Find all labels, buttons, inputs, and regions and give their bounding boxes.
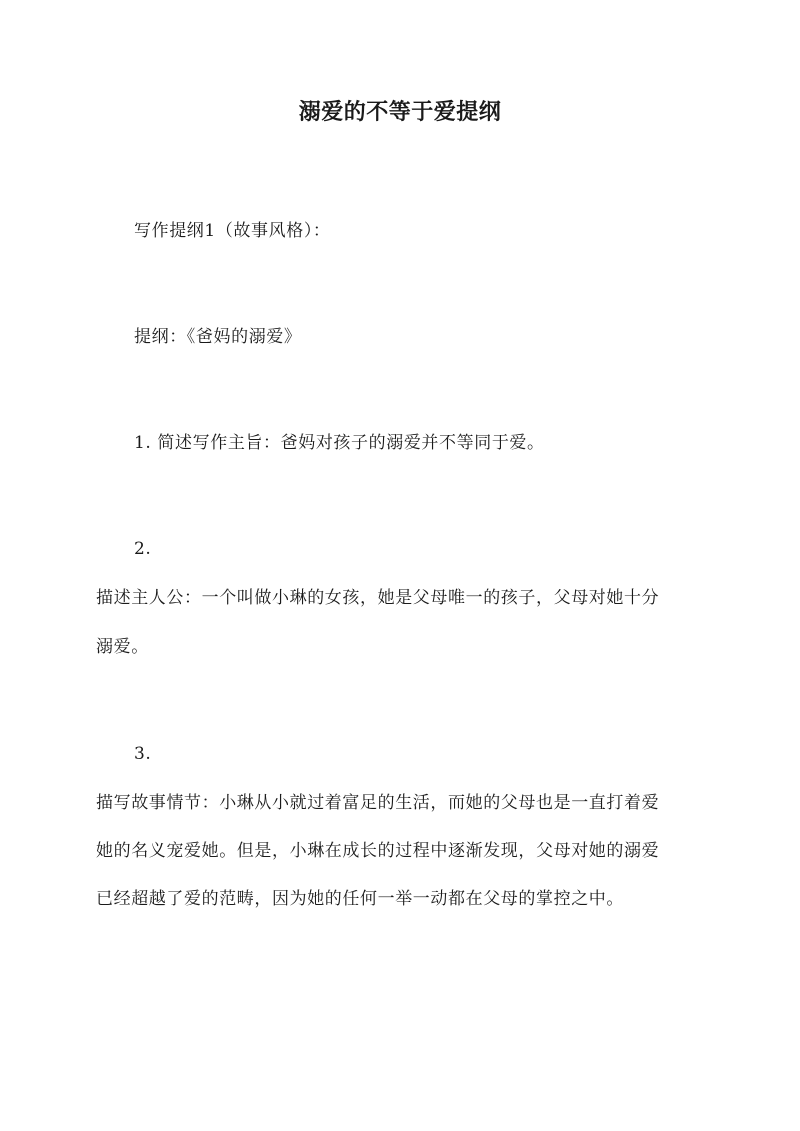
outline-item-3-line-1: 描写故事情节：小琳从小就过着富足的生活，而她的父母也是一直打着爱 <box>96 793 660 813</box>
outline-heading: 写作提纲1（故事风格）： <box>134 221 331 241</box>
outline-item-2-line-2: 溺爱。 <box>96 637 149 657</box>
outline-item-3-number: 3. <box>134 744 152 764</box>
outline-item-1: 1. 简述写作主旨：爸妈对孩子的溺爱并不等同于爱。 <box>134 433 545 453</box>
outline-item-3-line-2: 她的名义宠爱她。但是，小琳在成长的过程中逐渐发现，父母对她的溺爱 <box>96 841 660 861</box>
outline-label: 提纲：《爸妈的溺爱》 <box>134 327 302 347</box>
outline-item-3-line-3: 已经超越了爱的范畴，因为她的任何一举一动都在父母的掌控之中。 <box>96 889 624 909</box>
outline-item-2-number: 2. <box>134 539 152 559</box>
outline-item-2-line-1: 描述主人公：一个叫做小琳的女孩，她是父母唯一的孩子，父母对她十分 <box>96 588 660 608</box>
document-title: 溺爱的不等于爱提纲 <box>298 99 502 125</box>
